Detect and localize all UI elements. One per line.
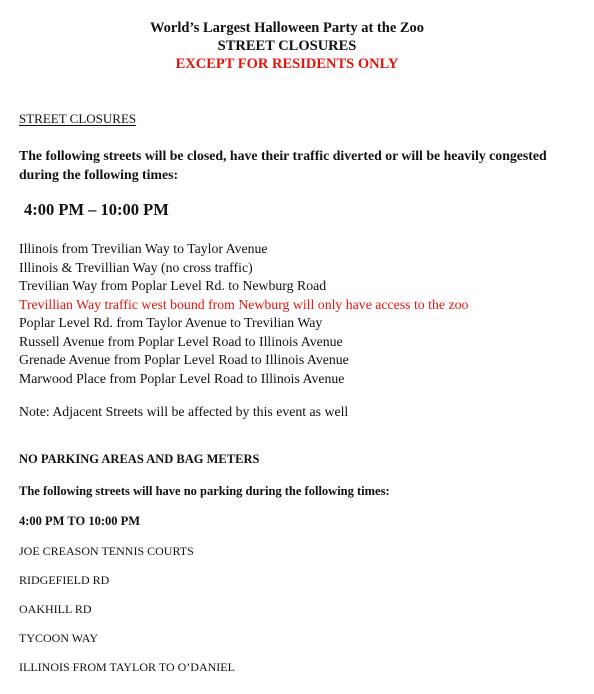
no-parking-item: OAKHILL RD: [19, 602, 92, 616]
event-title: World’s Largest Halloween Party at the Zoo: [149, 20, 425, 36]
no-parking-heading: NO PARKING AREAS AND BAG METERS: [19, 452, 260, 466]
no-parking-intro: The following streets will have no parking during the following times:: [19, 484, 390, 498]
closure-item: Illinois from Trevilian Way to Taylor Avenue: [19, 241, 268, 256]
no-parking-item: ILLINOIS FROM TAYLOR TO O’DANIEL: [19, 660, 235, 674]
closure-item: Poplar Level Rd. from Taylor Avenue to Trevilian Way: [19, 315, 323, 330]
closure-item: Grenade Avenue from Poplar Level Road to Illinois Avenue: [19, 352, 349, 367]
closure-item: Trevilian Way from Poplar Level Rd. to Newburg Road: [19, 278, 327, 293]
header-subtitle: STREET CLOSURES: [217, 38, 357, 54]
street-closures-intro: The following streets will be closed, have their traffic diverted or will be heavily congested during the following times:: [19, 148, 547, 182]
adjacent-streets-note: Note: Adjacent Streets will be affected by this event as well: [19, 404, 349, 419]
closure-time-range: 4:00 PM – 10:00 PM: [24, 200, 169, 219]
closure-list: [19, 240, 468, 388]
residents-exception-notice: EXCEPT FOR RESIDENTS ONLY: [175, 56, 399, 72]
closure-item: Marwood Place from Poplar Level Road to Illinois Avenue: [19, 370, 345, 386]
closure-item: Russell Avenue from Poplar Level Road to Illinois Avenue: [19, 333, 343, 349]
no-parking-item: RIDGEFIELD RD: [19, 573, 110, 587]
no-parking-time-range: 4:00 PM TO 10:00 PM: [19, 514, 141, 528]
street-closures-heading: STREET CLOSURES: [19, 111, 137, 126]
no-parking-item: TYCOON WAY: [19, 631, 99, 645]
no-parking-item: JOE CREASON TENNIS COURTS: [19, 544, 194, 558]
closure-item-highlighted: Trevillian Way traffic west bound from Newburg will only have access to the zoo: [19, 296, 469, 312]
document-header: [0, 19, 574, 73]
closure-item: Illinois & Trevillian Way (no cross traffic): [19, 259, 253, 275]
